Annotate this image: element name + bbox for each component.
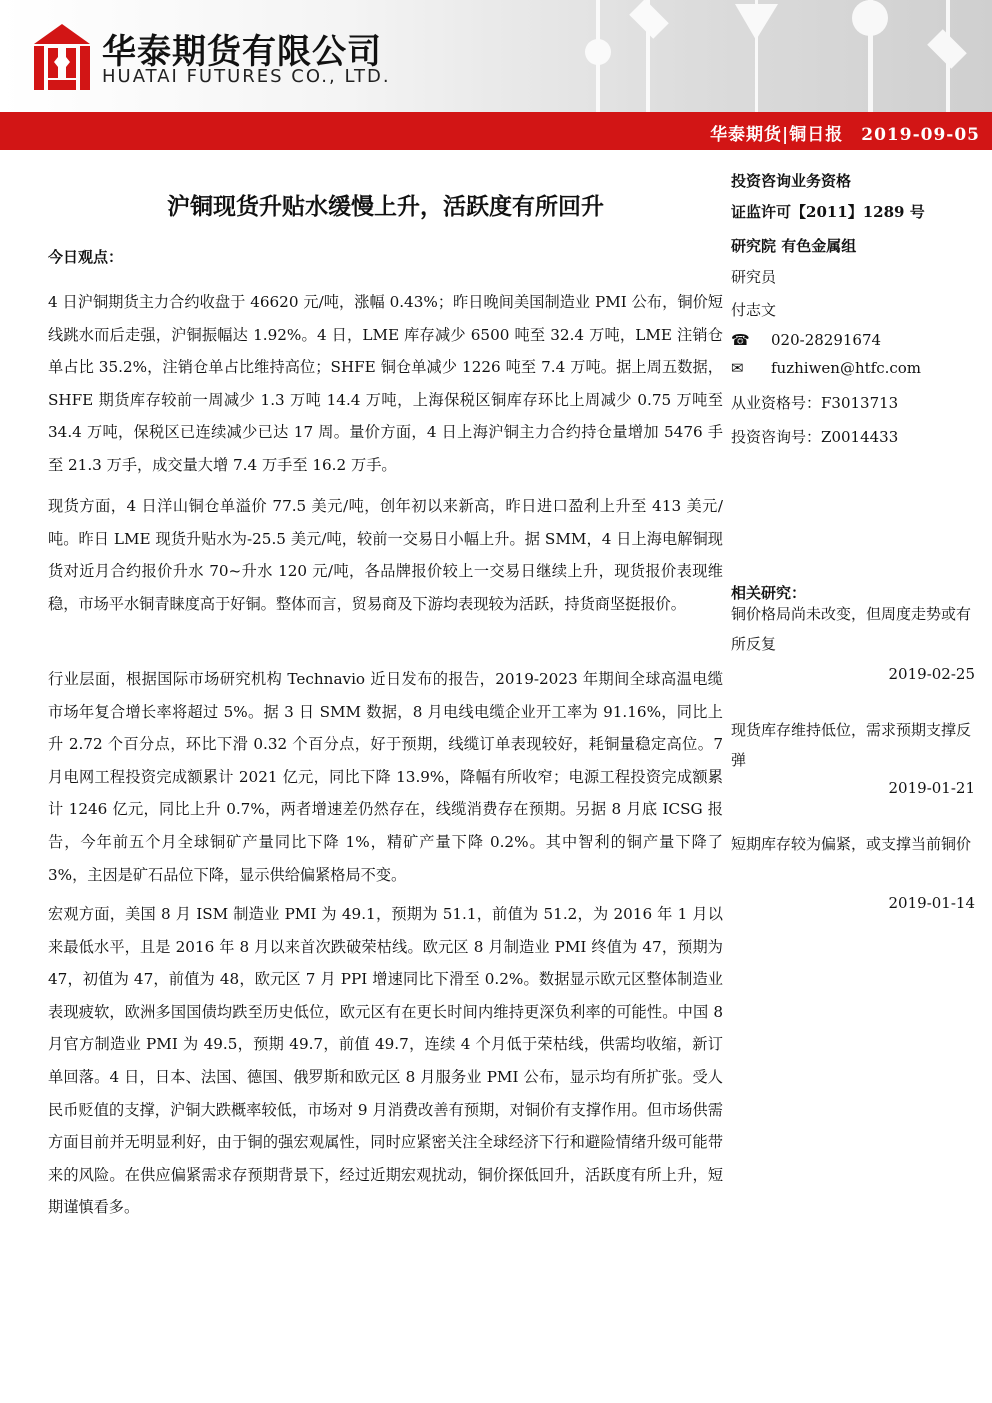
cert-number: F3013713	[821, 394, 899, 412]
researcher-name: 付志文	[731, 301, 777, 319]
paragraph-macro: 宏观方面，美国 8 月 ISM 制造业 PMI 为 49.1，预期为 51.1，前值为 51.2，为 2016 年 1 月以来最低水平，且是 2016 年 8 月以来首次跌破荣枯线。欧元区 8 月制造业 PMI 终值为 47，预期为 47，初值为 47，前值为 48，欧元区 7 月 PPI 增速同比下滑至 0.2%。数据显示欧元区整体制造业表现疲软，欧洲多国国债均跌至历史低位，欧元区有在更长时间内维持更深负利率的可能性。中国 8 月官方制造业 PMI 为 49.5，预期 49.7，前值 49.7，连续 4 个月低于荣枯线，供需均收缩，新订单回落。4 日，日本、法国、德国、俄罗斯和欧元区 8 月服务业 PMI 公布，显示均有所扩张。受人民币贬值的支撑，沪铜大跌概率较低，市场对 9 月消费改善有预期，对铜价有支撑作用。但市场供需方面目前并无明显利好，由于铜的强宏观属性，同时应紧密关注全球经济下行和避险情绪升级可能带来的风险。在供应偏紧需求存预期背景下，经过近期宏观扰动，铜价探低回升，活跃度有所上升，短期谨慎看多。	[48, 905, 723, 1217]
report-header	[0, 0, 992, 112]
consult-label: 投资咨询号：	[731, 428, 822, 446]
report-date: 2019-09-05	[861, 125, 980, 145]
consult-number: Z0014433	[821, 428, 899, 446]
consult-row	[731, 426, 898, 447]
phone-number: 020-28291674	[771, 331, 882, 349]
related-research-item[interactable]: 铜价格局尚未改变，但周度走势或有所反复	[731, 605, 972, 653]
cert-label: 从业资格号：	[731, 394, 822, 412]
researcher-label: 研究员	[731, 268, 777, 286]
email-row	[731, 359, 921, 377]
related-research-title: 相关研究：	[731, 584, 807, 602]
department: 研究院 有色金属组	[731, 237, 857, 255]
paragraph-industry: 行业层面，根据国际市场研究机构 Technavio 近日发布的报告，2019-2023 年期间全球高温电缆市场年复合增长率将超过 5%。据 3 日 SMM 数据，8 月电线电缆企业开工率为 91.16%，同比上升 2.72 个百分点，环比下滑 0.32 个百分点，好于预期，线缆订单表现较好，耗铜量稳定高位。7 月电网工程投资完成额累计 2021 亿元，同比下降 13.9%，降幅有所收窄；电源工程投资完成额累计 1246 亿元，同比上升 0.7%，两者增速差仍然存在，线缆消费存在预期。另据 8 月底 ICSG 报告，今年前五个月全球铜矿产量同比下降 1%，精矿产量下降 0.2%。其中智利的铜产量下降了 3%，主因是矿石品位下降，显示供给偏紧格局不变。	[48, 670, 723, 884]
company-name-cn: 华泰期货有限公司	[102, 32, 382, 72]
related-research-date: 2019-02-25	[888, 665, 975, 683]
company-name-en: HUATAI FUTURES CO., LTD.	[102, 66, 391, 87]
license-number: 证监许可【2011】1289 号	[731, 203, 925, 221]
cert-row	[731, 392, 898, 413]
related-research-date: 2019-01-14	[888, 894, 975, 912]
company-logo-icon	[34, 24, 90, 90]
report-tag: 华泰期货|铜日报	[710, 125, 844, 145]
related-research-item[interactable]: 短期库存较为偏紧，或支撑当前铜价	[731, 835, 972, 853]
related-research-date: 2019-01-21	[888, 779, 975, 797]
paragraph-market: 4 日沪铜期货主力合约收盘于 46620 元/吨，涨幅 0.43%；昨日晚间美国制造业 PMI 公布，铜价短线跳水而后走强，沪铜振幅达 1.92%。4 日，LME 库存减少 6500 吨至 32.4 万吨，LME 注销仓单占比 35.2%，注销仓单占比维持高位；SHFE 铜仓单减少 1226 吨至 7.4 万吨。据上周五数据，SHFE 期货库存较前一周减少 1.3 万吨 14.4 万吨，上海保税区铜库存环比上周减少 0.75 万吨至 34.4 万吨，保税区已连续减少已达 17 周。量价方面，4 日上海沪铜主力合约持仓量增加 5476 手至 21.3 万手，成交量大增 7.4 万手至 16.2 万手。	[48, 293, 723, 474]
phone-icon: ☎	[731, 331, 750, 349]
phone-row	[731, 331, 881, 349]
related-research-item[interactable]: 现货库存维持低位，需求预期支撑反弹	[731, 721, 972, 769]
section-label: 今日观点：	[48, 248, 124, 266]
paragraph-spot: 现货方面，4 日洋山铜仓单溢价 77.5 美元/吨，创年初以来新高，昨日进口盈利上升至 413 美元/吨。昨日 LME 现货升贴水为-25.5 美元/吨，较前一交易日小幅上升。据 SMM，4 日上海电解铜现货对近月合约报价升水 70~升水 120 元/吨，各品牌报价较上一交易日继续上升，现货报价表现维稳，市场平水铜青睐度高于好铜。整体而言，贸易商及下游均表现较为活跃，持货商坚挺报价。	[48, 497, 723, 613]
qualification-title: 投资咨询业务资格	[731, 172, 852, 190]
envelope-icon: ✉	[731, 359, 744, 377]
report-banner	[0, 112, 992, 150]
email-address[interactable]: fuzhiwen@htfc.com	[771, 359, 922, 377]
report-title: 沪铜现货升贴水缓慢上升，活跃度有所回升	[167, 193, 604, 220]
